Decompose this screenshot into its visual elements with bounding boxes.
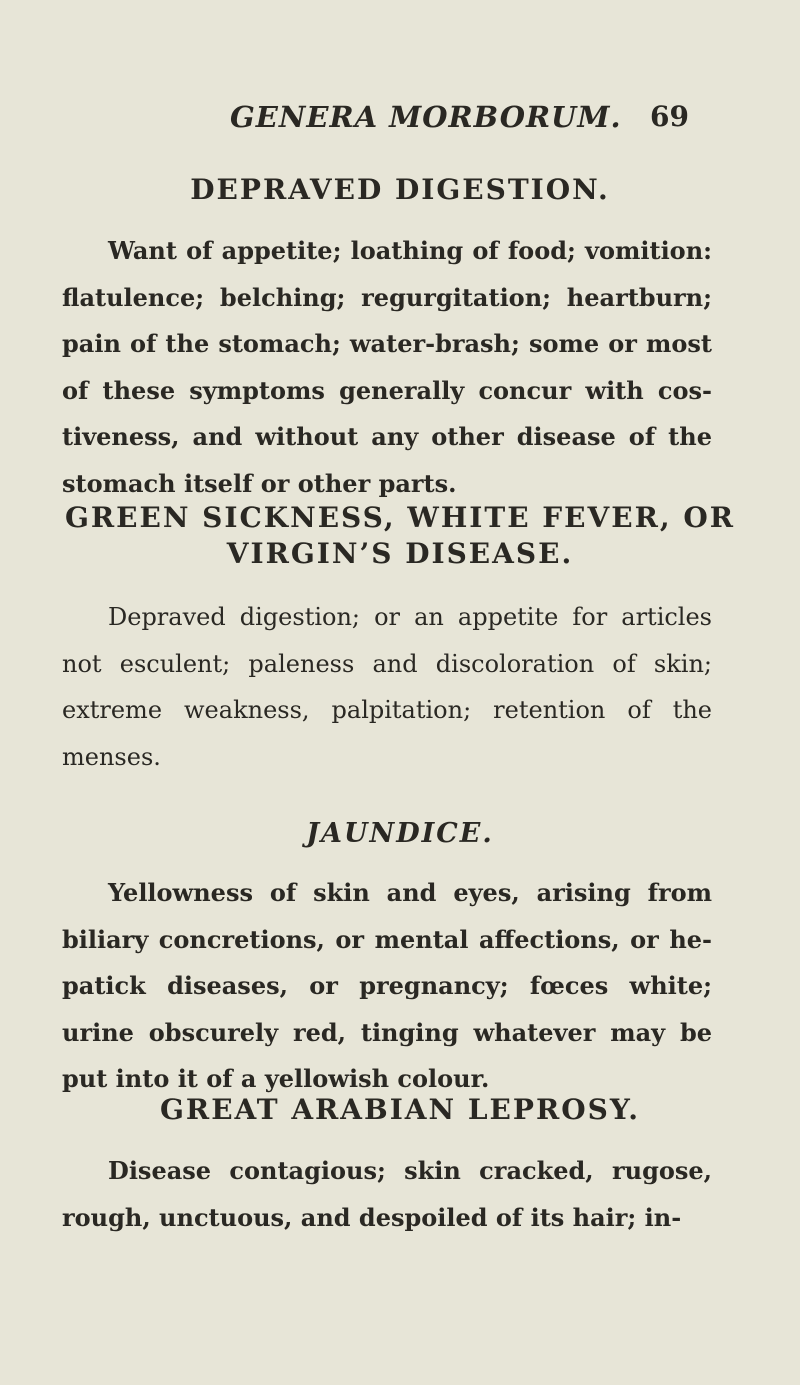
section-heading-green-sickness-line1: GREEN SICKNESS, WHITE FEVER, OR: [64, 501, 736, 534]
section-heading-jaundice: JAUNDICE.: [306, 818, 494, 849]
page-number: 69: [650, 100, 689, 133]
section-text-great-arabian-leprosy: Disease contagious; skin cracked, rugose, rough, unctuous, and despoiled of its hair; in-: [62, 1156, 712, 1232]
section-heading-depraved-digestion: DEPRAVED DIGESTION.: [190, 173, 610, 206]
running-title: GENERA MORBORUM.: [230, 100, 622, 134]
section-text-depraved-digestion: Want of appetite; loathing of food; vomition: flatulence; belching; regurgitation; heartburn; pain of the stomach; water-brash; some or most of these symptoms generally concur with cos-tiveness, and without any other disease of the stomach itself or other parts.: [62, 236, 712, 498]
section-text-jaundice: Yellowness of skin and eyes, arising from biliary concretions, or mental affections, or he-patick diseases, or pregnancy; fœces white; urine obscurely red, tinging whatever may be put into it of a yellowish colour.: [62, 878, 712, 1093]
section-text-green-sickness: Depraved digestion; or an appetite for articles not esculent; paleness and discoloration of skin; extreme weakness, palpitation; retention of the menses.: [62, 603, 712, 771]
section-heading-great-arabian-leprosy: GREAT ARABIAN LEPROSY.: [160, 1093, 640, 1126]
running-head: [0, 100, 800, 140]
section-heading-green-sickness-line2: VIRGIN’S DISEASE.: [226, 537, 574, 570]
